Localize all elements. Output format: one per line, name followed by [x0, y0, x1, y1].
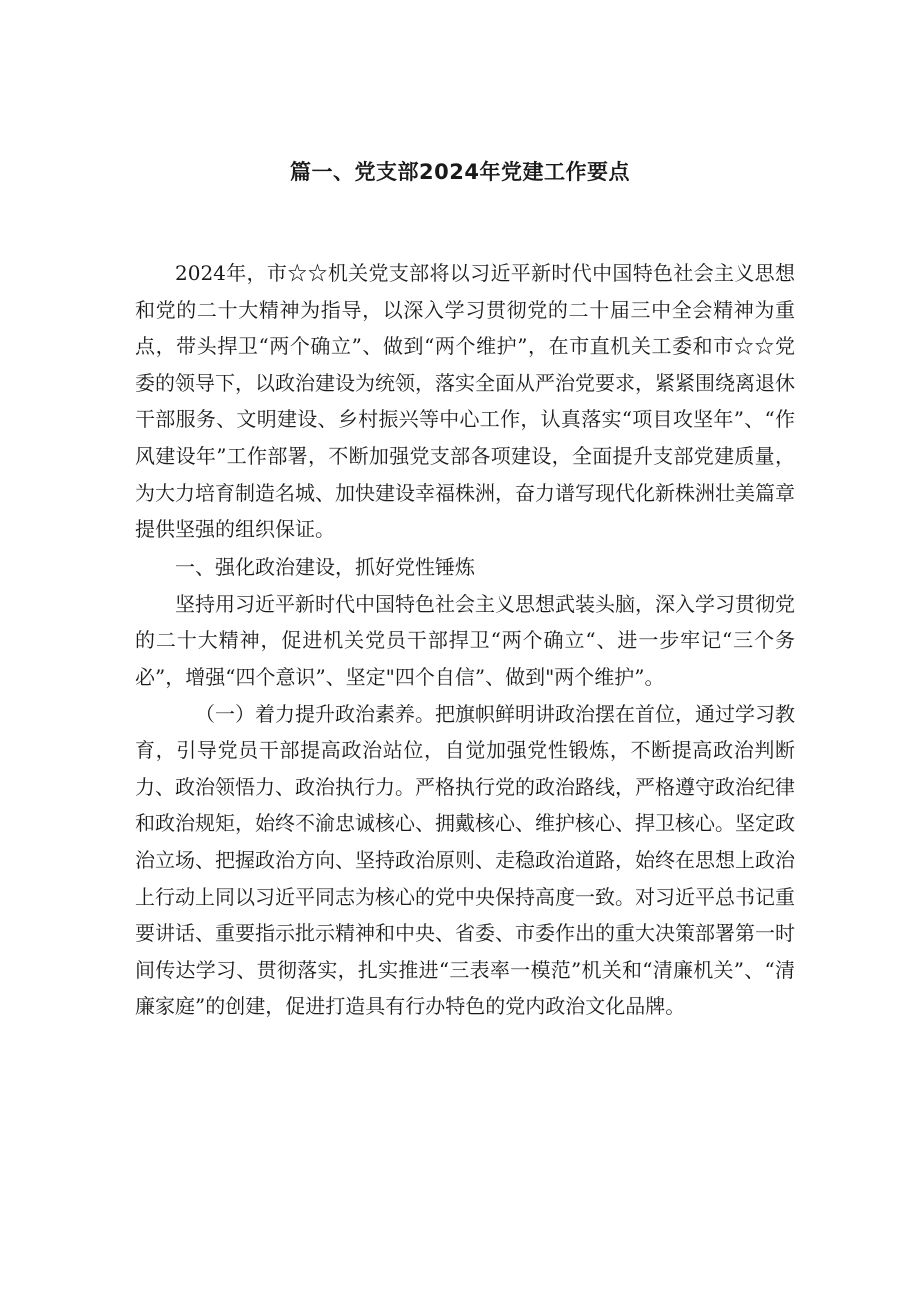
- section-heading-1: 一、强化政治建设，抓好党性锤炼: [175, 554, 475, 579]
- intro-paragraph: 2024年，市☆☆机关党支部将以习近平新时代中国特色社会主义思想和党的二十大精神为指导，以深入学习贯彻党的二十届三中全会精神为重点，带头捍卫“两个确立”、做到“两个维护”，在市直机关工委和市☆☆党委的领导下，以政治建设为统领，落实全面从严治党要求，紧紧围绕离退休干部服务、文明建设、乡村振兴等中心工作，认真落实“项目攻坚年”、“作风建设年”工作部署，不断加强党支部各项建设，全面提升支部党建质量，为大力培育制造名城、加快建设幸福株洲，奋力谱写现代化新株洲壮美篇章提供坚强的组织保证。: [135, 261, 795, 542]
- subsection-1-paragraph: （一）着力提升政治素养。把旗帜鲜明讲政治摆在首位，通过学习教育，引导党员干部提高政治站位，自觉加强党性锻炼，不断提高政治判断力、政治领悟力、政治执行力。严格执行党的政治路线，严格遵守政治纪律和政治规矩，始终不渝忠诚核心、拥戴核心、维护核心、捍卫核心。坚定政治立场、把握政治方向、坚持政治原则、走稳政治道路，始终在思想上政治上行动上同以习近平同志为核心的党中央保持高度一致。对习近平总书记重要讲话、重要指示批示精神和中央、省委、市委作出的重大决策部署第一时间传达学习、贯彻落实，扎实推进“三表率一模范”机关和“清廉机关”、“清廉家庭”的创建，促进打造具有行办特色的党内政治文化品牌。: [135, 701, 795, 1019]
- document-body: [135, 255, 795, 1025]
- document-title: 篇一、党支部2024年党建工作要点: [290, 160, 630, 184]
- section-1-paragraph: 坚持用习近平新时代中国特色社会主义思想武装头脑，深入学习贯彻党的二十大精神，促进机关党员干部捍卫“两个确立“、进一步牢记“三个务必”，增强“四个意识”、坚定"四个自信”、做到"两个维护”。: [135, 591, 795, 689]
